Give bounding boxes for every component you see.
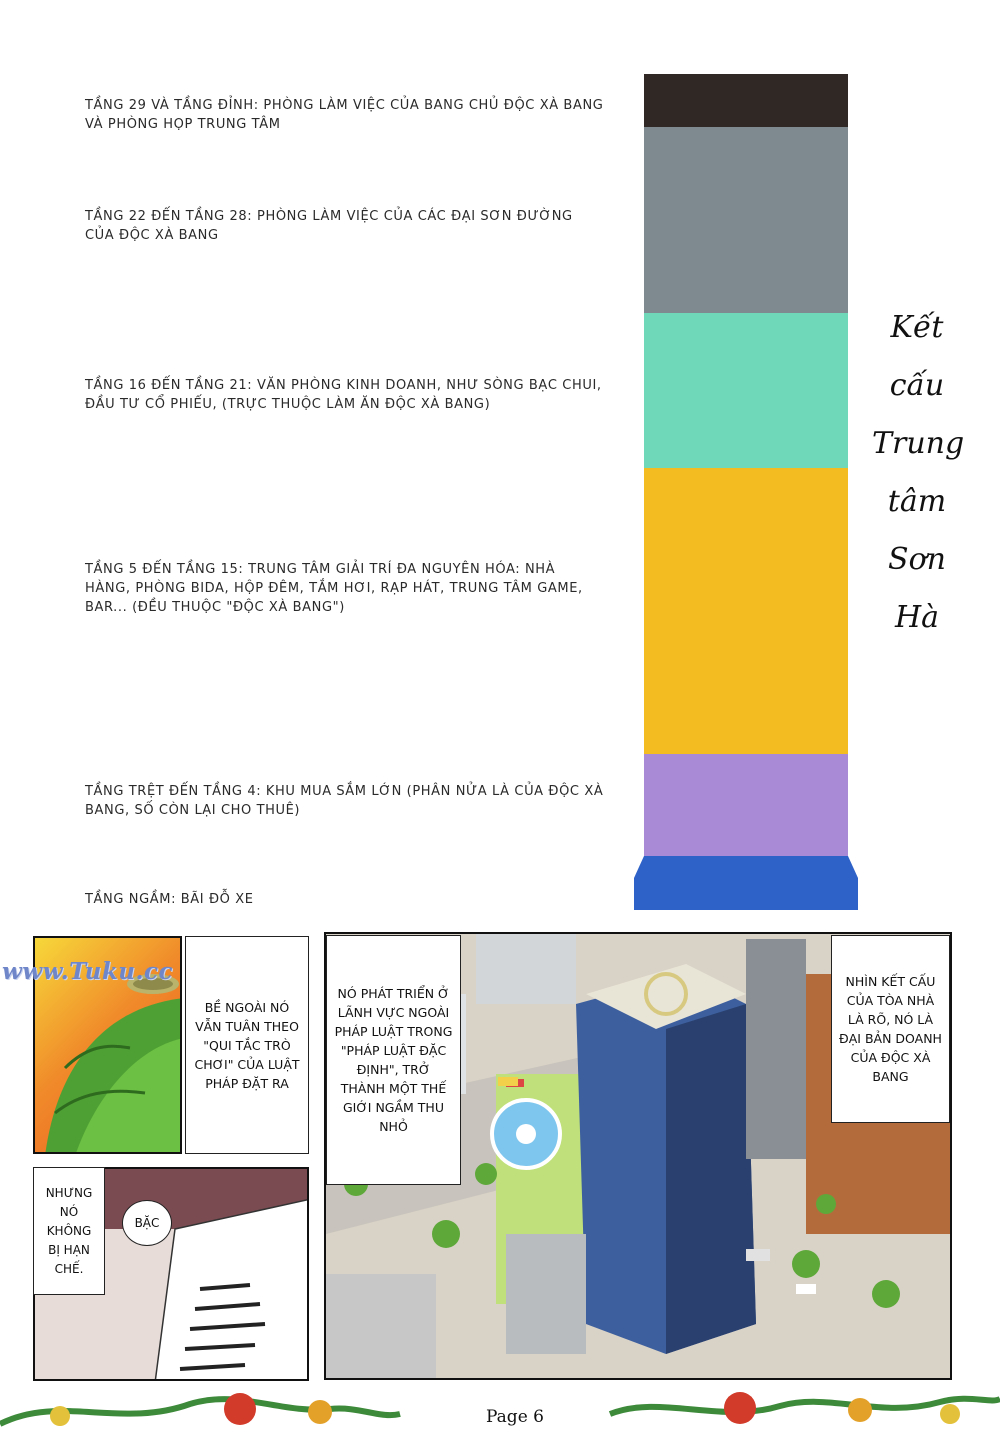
band-basement	[634, 856, 858, 910]
sound-effect: BẶC	[122, 1200, 172, 1246]
floor-ground-4-description: TẦNG TRỆT ĐẾN TẦNG 4: KHU MUA SẮM LỚN (PHÂN NỬA LÀ CỦA ĐỘC XÀ BANG, SỐ CÒN LẠI CHO THUÊ)	[85, 784, 604, 818]
speech-bubble-rules: BỀ NGOÀI NÓ VẪN TUÂN THEO "QUI TẮC TRÒ CHƠI" CỦA LUẬT PHÁP ĐẶT RA	[185, 936, 309, 1154]
title-word-2: cấu	[889, 368, 945, 403]
band-top-floors	[644, 74, 848, 127]
floor-29-top-description: TẦNG 29 VÀ TẦNG ĐỈNH: PHÒNG LÀM VIỆC CỦA BANG CHỦ ĐỘC XÀ BANG VÀ PHÒNG HỌP TRUNG TÂM	[85, 98, 604, 132]
band-22-28	[644, 127, 848, 313]
band-ground-4	[644, 754, 848, 858]
title-word-6: Hà	[894, 600, 940, 635]
floor-22-28-description: TẦNG 22 ĐẾN TẦNG 28: PHÒNG LÀM VIỆC CỦA CÁC ĐẠI SƠN ĐƯỜNG CỦA ĐỘC XÀ BANG	[85, 209, 573, 243]
speech-bubble-underworld: NÓ PHÁT TRIỂN Ở LÃNH VỰC NGOÀI PHÁP LUẬT TRONG "PHÁP LUẬT ĐẶC ĐỊNH", TRỞ THÀNH MỘT THẾ GIỚI NGẦM THU NHỎ	[326, 935, 461, 1185]
speech-bubble-structure: NHÌN KẾT CẤU CỦA TÒA NHÀ LÀ RÕ, NÓ LÀ ĐẠI BẢN DOANH CỦA ĐỘC XÀ BANG	[831, 935, 950, 1123]
page-number: Page 6	[486, 1407, 544, 1427]
band-5-15	[644, 468, 848, 754]
title-word-4: tâm	[887, 484, 947, 519]
title-word-3: Trung	[872, 426, 965, 461]
floor-5-15-description: TẦNG 5 ĐẾN TẦNG 15: TRUNG TÂM GIẢI TRÍ ĐA NGUYÊN HÓA: NHÀ HÀNG, PHÒNG BIDA, HỘP ĐÊM, TẮM HƠI, RẠP HÁT, TRUNG TÂM GAME, BAR... (ĐỀU THUỘC "ĐỘC XÀ BANG")	[85, 562, 583, 615]
title-word-5: Sơn	[888, 542, 946, 577]
speech-bubble-limit: NHƯNG NÓ KHÔNG BỊ HẠN CHẾ.	[33, 1167, 105, 1295]
basement-description: TẦNG NGẦM: BÃI ĐỖ XE	[85, 892, 254, 907]
band-16-21	[644, 313, 848, 468]
watermark: www.Tuku.cc	[2, 958, 173, 985]
floor-16-21-description: TẦNG 16 ĐẾN TẦNG 21: VĂN PHÒNG KINH DOANH, NHƯ SÒNG BẠC CHUI, ĐẦU TƯ CỔ PHIẾU, (TRỰC THUỘC LÀM ĂN ĐỘC XÀ BANG)	[85, 378, 602, 412]
title-word-1: Kết	[890, 310, 944, 345]
